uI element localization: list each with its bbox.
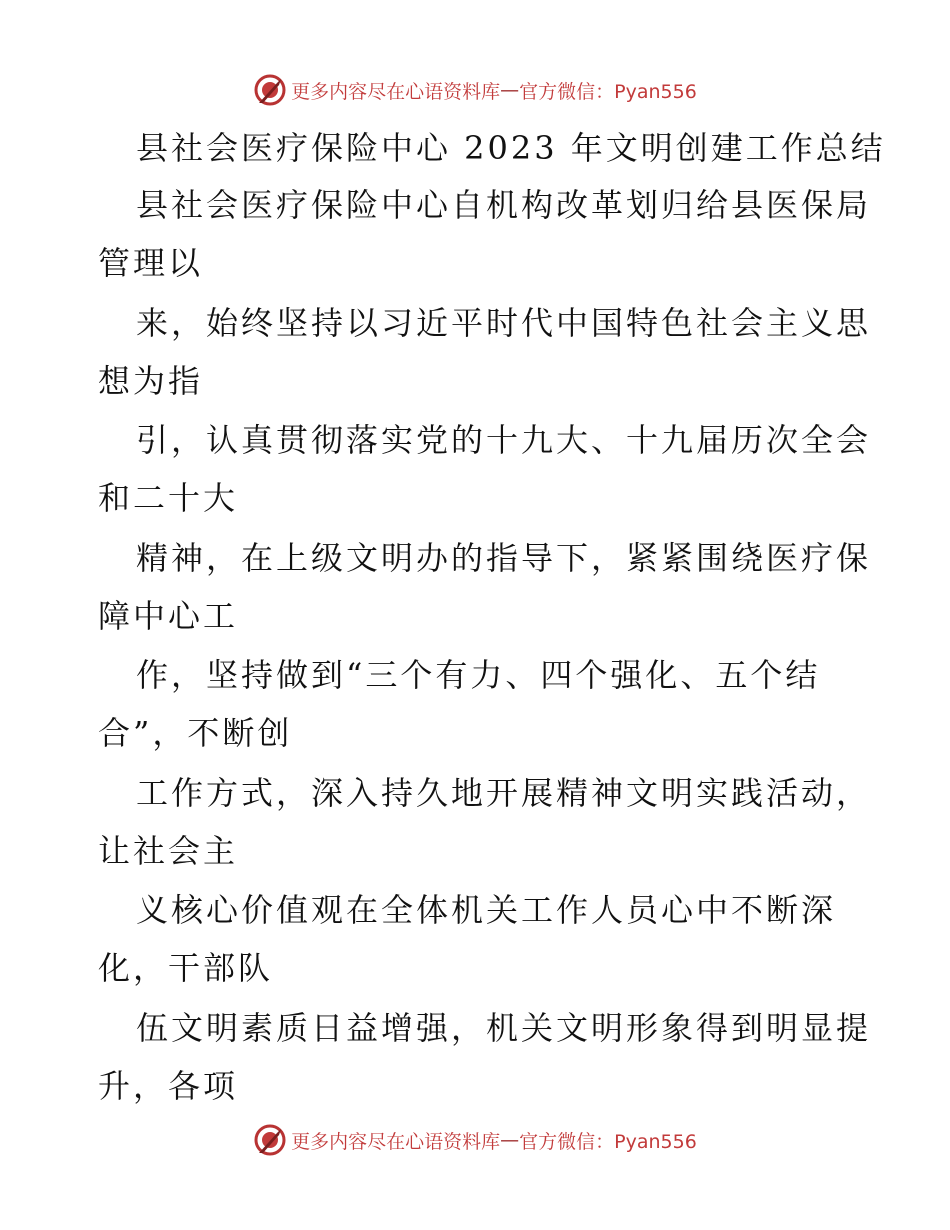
- paragraph-line: 伍文明素质日益增强，机关文明形象得到明显提: [136, 1009, 872, 1047]
- paragraph-line: 工作方式，深入持久地开展精神文明实践活动，: [136, 774, 872, 812]
- pen-seal-logo-icon: [253, 73, 287, 107]
- paragraph-line: 县社会医疗保险中心自机构改革划归给县医保局: [136, 186, 872, 224]
- paragraph-line: 化，干部队: [98, 949, 274, 987]
- paragraph-line: 想为指: [98, 362, 204, 400]
- paragraph-line: 障中心工: [98, 597, 239, 635]
- paragraph-line: 精神，在上级文明办的指导下，紧紧围绕医疗保: [136, 539, 872, 577]
- watermark-text-main: 更多内容尽在心语资料库: [291, 80, 501, 103]
- paragraph-line: 合”，不断创: [98, 714, 293, 752]
- watermark-text-contact: 官方微信：Pyan556: [519, 1130, 697, 1153]
- paragraph-line: 升，各项: [98, 1067, 239, 1105]
- document-title: 县社会医疗保险中心 2023 年文明创建工作总结: [136, 129, 886, 167]
- paragraph-line: 引，认真贯彻落实党的十九大、十九届历次全会: [136, 421, 872, 459]
- watermark-separator: —: [500, 79, 520, 101]
- watermark-separator: —: [500, 1129, 520, 1151]
- paragraph-line: 管理以: [98, 244, 204, 282]
- paragraph-line: 和二十大: [98, 479, 239, 517]
- watermark-banner-top: [0, 70, 950, 110]
- watermark-text-main: 更多内容尽在心语资料库: [291, 1130, 501, 1153]
- paragraph-line: 作，坚持做到“三个有力、四个强化、五个结: [136, 656, 821, 694]
- watermark-banner-bottom: [0, 1120, 950, 1160]
- paragraph-line: 让社会主: [98, 832, 239, 870]
- pen-seal-logo-icon: [253, 1123, 287, 1157]
- paragraph-line: 来，始终坚持以习近平时代中国特色社会主义思: [136, 304, 872, 342]
- watermark-text-contact: 官方微信：Pyan556: [519, 80, 697, 103]
- paragraph-line: 义核心价值观在全体机关工作人员心中不断深: [136, 891, 837, 929]
